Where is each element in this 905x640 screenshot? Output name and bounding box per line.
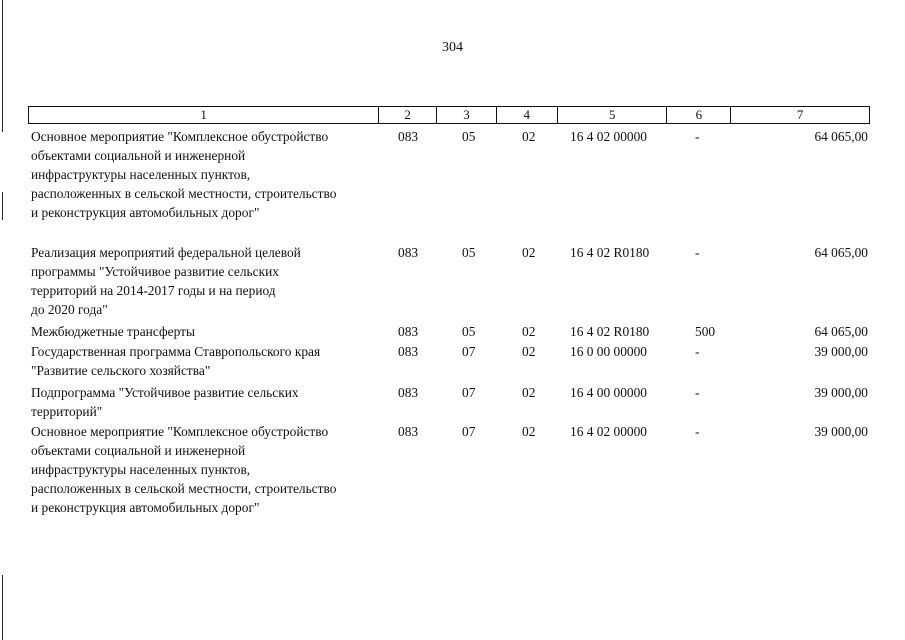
header-col-5: 5 (558, 107, 668, 123)
row-name (31, 422, 381, 517)
row-col-6: - (695, 385, 700, 400)
row-name-line: и реконструкция автомобильных дорог" (31, 500, 260, 515)
row-name (31, 322, 381, 341)
header-col-2: 2 (379, 107, 437, 123)
row-name-line: Основное мероприятие "Комплексное обустройство (31, 129, 329, 144)
row-col-2: 083 (398, 324, 419, 339)
row-col-6: - (695, 424, 700, 439)
row-col-6: 500 (695, 324, 716, 339)
row-name-line: "Развитие сельского хозяйства" (31, 363, 211, 378)
row-name-line: Подпрограмма "Устойчивое развитие сельских (31, 385, 299, 400)
row-col-4: 02 (522, 324, 536, 339)
row-col-2: 083 (398, 385, 419, 400)
header-col-1: 1 (29, 107, 379, 123)
row-col-4: 02 (522, 424, 536, 439)
row-name-line: инфраструктуры населенных пунктов, (31, 462, 251, 477)
header-col-6: 6 (667, 107, 731, 123)
row-col-4: 02 (522, 129, 536, 144)
row-col-2: 083 (398, 344, 419, 359)
row-col-5: 16 0 00 00000 (570, 344, 647, 359)
header-col-3: 3 (437, 107, 497, 123)
page-number: 304 (442, 40, 463, 55)
row-col-3: 05 (462, 129, 476, 144)
row-col-3: 07 (462, 424, 476, 439)
row-col-5: 16 4 00 00000 (570, 385, 647, 400)
scan-margin-line-top (2, 0, 3, 132)
row-col-6: - (695, 344, 700, 359)
row-name-line: объектами социальной и инженерной (31, 443, 246, 458)
row-col-7: 64 065,00 (814, 129, 868, 144)
row-name-line: территорий" (31, 404, 103, 419)
row-name-line: объектами социальной и инженерной (31, 148, 246, 163)
row-col-4: 02 (522, 344, 536, 359)
row-col-7: 64 065,00 (814, 245, 868, 260)
row-col-3: 07 (462, 385, 476, 400)
row-col-5: 16 4 02 R0180 (570, 245, 650, 260)
row-col-7: 39 000,00 (814, 385, 868, 400)
row-col-5: 16 4 02 00000 (570, 424, 647, 439)
row-name-line: Основное мероприятие "Комплексное обустройство (31, 424, 329, 439)
row-col-3: 05 (462, 324, 476, 339)
row-col-5: 16 4 02 00000 (570, 129, 647, 144)
row-col-7: 39 000,00 (814, 344, 868, 359)
row-col-3: 05 (462, 245, 476, 260)
row-col-7: 39 000,00 (814, 424, 868, 439)
table-header (28, 106, 870, 124)
row-name-line: расположенных в сельской местности, строительство (31, 481, 337, 496)
scan-margin-line-bottom (2, 575, 3, 640)
row-col-4: 02 (522, 245, 536, 260)
row-col-5: 16 4 02 R0180 (570, 324, 650, 339)
row-name-line: Межбюджетные трансферты (31, 324, 195, 339)
row-name-line: территорий на 2014-2017 годы и на период (31, 283, 276, 298)
row-name-line: Государственная программа Ставропольского края (31, 344, 321, 359)
row-col-2: 083 (398, 245, 419, 260)
row-name-line: Реализация мероприятий федеральной целевой (31, 245, 301, 260)
row-name-line: до 2020 года" (31, 302, 108, 317)
row-col-6: - (695, 245, 700, 260)
row-col-7: 64 065,00 (814, 324, 868, 339)
row-name (31, 342, 381, 380)
row-col-3: 07 (462, 344, 476, 359)
row-col-2: 083 (398, 424, 419, 439)
header-col-7: 7 (796, 107, 804, 122)
row-name-line: расположенных в сельской местности, строительство (31, 186, 337, 201)
row-name-line: инфраструктуры населенных пунктов, (31, 167, 251, 182)
row-name (31, 383, 381, 421)
row-name (31, 243, 381, 319)
row-name-line: программы "Устойчивое развитие сельских (31, 264, 279, 279)
row-name (31, 127, 381, 222)
row-name-line: и реконструкция автомобильных дорог" (31, 205, 260, 220)
row-col-6: - (695, 129, 700, 144)
row-col-4: 02 (522, 385, 536, 400)
row-col-2: 083 (398, 129, 419, 144)
scan-margin-line-mid (2, 192, 3, 220)
header-col-4: 4 (497, 107, 558, 123)
